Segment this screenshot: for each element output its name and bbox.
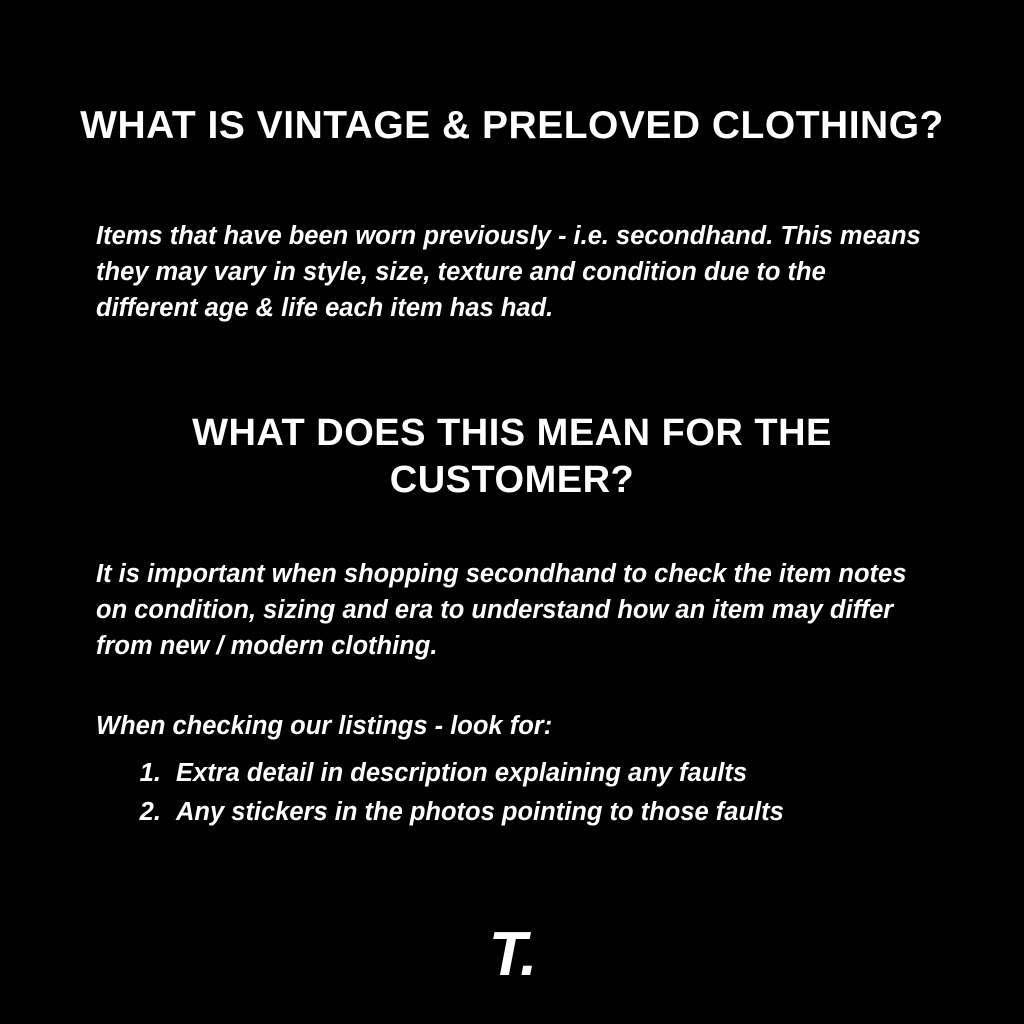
definition-paragraph: Items that have been worn previously - i.e. secondhand. This means they may vary in style, size, texture and condition due to the different age & life each item has had. xyxy=(96,221,921,322)
list-item: 1. Extra detail in description explaining any faults xyxy=(168,754,988,793)
section-heading-customer: WHAT DOES THIS MEAN FOR THE CUSTOMER? xyxy=(192,411,832,502)
customer-guidance-paragraph: It is important when shopping secondhand to check the item notes on condition, sizing and era to understand how an item may differ from new / modern clothing. xyxy=(96,559,907,660)
listings-prompt-paragraph: When checking our listings - look for: xyxy=(96,711,553,740)
checklist xyxy=(122,754,988,832)
page-title: WHAT IS VINTAGE & PRELOVED CLOTHING? xyxy=(80,104,944,148)
list-item: 2. Any stickers in the photos pointing to those faults xyxy=(168,793,988,832)
brand-logo: T. xyxy=(488,920,536,989)
